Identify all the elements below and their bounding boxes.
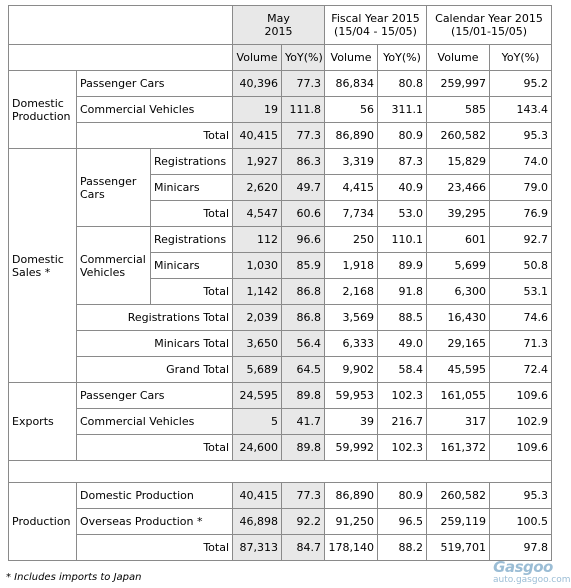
table-row xyxy=(9,357,552,383)
cell-may-volume: 1,030 xyxy=(233,253,282,279)
cell-may-yoy: 85.9 xyxy=(282,253,325,279)
cell-may-volume: 40,415 xyxy=(233,123,282,149)
cell-may-yoy: 60.6 xyxy=(282,201,325,227)
cell-fiscal-volume: 178,140 xyxy=(325,535,378,561)
row-label: Total xyxy=(151,279,233,305)
cell-calendar-yoy: 95.3 xyxy=(490,123,552,149)
section-domestic-production: Domestic Production xyxy=(9,71,77,149)
row-label: Total xyxy=(77,435,233,461)
cell-calendar-volume: 5,699 xyxy=(427,253,490,279)
table-row xyxy=(9,509,552,535)
table-row xyxy=(9,123,552,149)
spacer-cell xyxy=(9,461,552,483)
cell-may-yoy: 86.8 xyxy=(282,279,325,305)
cell-fiscal-volume: 39 xyxy=(325,409,378,435)
cell-may-volume: 112 xyxy=(233,227,282,253)
header-row-periods xyxy=(9,6,552,45)
cell-calendar-volume: 260,582 xyxy=(427,483,490,509)
cell-calendar-yoy: 143.4 xyxy=(490,97,552,123)
cell-fiscal-yoy: 88.2 xyxy=(378,535,427,561)
section-domestic-sales: Domestic Sales * xyxy=(9,149,77,383)
cell-calendar-volume: 161,372 xyxy=(427,435,490,461)
cell-may-yoy: 49.7 xyxy=(282,175,325,201)
section-production: Production xyxy=(9,483,77,561)
cell-may-yoy: 89.8 xyxy=(282,435,325,461)
cell-fiscal-volume: 6,333 xyxy=(325,331,378,357)
cell-calendar-yoy: 95.2 xyxy=(490,71,552,97)
cell-may-volume: 2,039 xyxy=(233,305,282,331)
watermark-logo xyxy=(493,558,571,585)
cell-calendar-yoy: 79.0 xyxy=(490,175,552,201)
cell-fiscal-volume: 59,953 xyxy=(325,383,378,409)
cell-may-yoy: 86.8 xyxy=(282,305,325,331)
row-label: Minicars Total xyxy=(77,331,233,357)
header-corner-lower xyxy=(9,45,233,71)
cell-calendar-yoy: 74.6 xyxy=(490,305,552,331)
row-label: Passenger Cars xyxy=(77,383,233,409)
row-label: Minicars xyxy=(151,175,233,201)
cell-may-volume: 1,142 xyxy=(233,279,282,305)
cell-fiscal-yoy: 87.3 xyxy=(378,149,427,175)
cell-may-yoy: 92.2 xyxy=(282,509,325,535)
cell-fiscal-volume: 4,415 xyxy=(325,175,378,201)
row-label: Grand Total xyxy=(77,357,233,383)
cell-calendar-yoy: 53.1 xyxy=(490,279,552,305)
cell-calendar-yoy: 109.6 xyxy=(490,383,552,409)
cell-fiscal-volume: 1,918 xyxy=(325,253,378,279)
row-label: Registrations xyxy=(151,149,233,175)
table-row xyxy=(9,331,552,357)
cell-may-volume: 19 xyxy=(233,97,282,123)
header-may-2015: May 2015 xyxy=(233,6,325,45)
cell-fiscal-volume: 3,569 xyxy=(325,305,378,331)
cell-calendar-volume: 259,997 xyxy=(427,71,490,97)
cell-may-volume: 1,927 xyxy=(233,149,282,175)
table-row xyxy=(9,435,552,461)
cell-fiscal-volume: 86,834 xyxy=(325,71,378,97)
cell-may-yoy: 86.3 xyxy=(282,149,325,175)
cell-fiscal-yoy: 40.9 xyxy=(378,175,427,201)
group-commercial-vehicles: Commercial Vehicles xyxy=(77,227,151,305)
cell-may-volume: 24,595 xyxy=(233,383,282,409)
cell-may-volume: 46,898 xyxy=(233,509,282,535)
cell-may-yoy: 96.6 xyxy=(282,227,325,253)
table-row xyxy=(9,227,552,253)
header-yoy: YoY(%) xyxy=(490,45,552,71)
cell-calendar-volume: 519,701 xyxy=(427,535,490,561)
cell-calendar-yoy: 74.0 xyxy=(490,149,552,175)
cell-may-volume: 2,620 xyxy=(233,175,282,201)
cell-fiscal-yoy: 88.5 xyxy=(378,305,427,331)
table-row xyxy=(9,149,552,175)
cell-may-yoy: 84.7 xyxy=(282,535,325,561)
cell-calendar-yoy: 50.8 xyxy=(490,253,552,279)
cell-may-yoy: 111.8 xyxy=(282,97,325,123)
cell-fiscal-volume: 86,890 xyxy=(325,483,378,509)
cell-may-volume: 87,313 xyxy=(233,535,282,561)
header-fiscal-year: Fiscal Year 2015 (15/04 - 15/05) xyxy=(325,6,427,45)
table-row xyxy=(9,409,552,435)
cell-may-volume: 5,689 xyxy=(233,357,282,383)
cell-fiscal-volume: 86,890 xyxy=(325,123,378,149)
cell-fiscal-volume: 7,734 xyxy=(325,201,378,227)
cell-calendar-yoy: 100.5 xyxy=(490,509,552,535)
cell-calendar-yoy: 71.3 xyxy=(490,331,552,357)
cell-may-volume: 24,600 xyxy=(233,435,282,461)
cell-calendar-volume: 39,295 xyxy=(427,201,490,227)
table-row xyxy=(9,383,552,409)
row-label: Commercial Vehicles xyxy=(77,97,233,123)
cell-calendar-yoy: 95.3 xyxy=(490,483,552,509)
row-label: Commercial Vehicles xyxy=(77,409,233,435)
row-label: Registrations xyxy=(151,227,233,253)
row-label: Registrations Total xyxy=(77,305,233,331)
cell-calendar-volume: 601 xyxy=(427,227,490,253)
cell-may-yoy: 64.5 xyxy=(282,357,325,383)
watermark-url: auto.gasgoo.com xyxy=(493,575,571,585)
cell-calendar-volume: 29,165 xyxy=(427,331,490,357)
spacer-row xyxy=(9,461,552,483)
cell-fiscal-yoy: 53.0 xyxy=(378,201,427,227)
cell-fiscal-yoy: 96.5 xyxy=(378,509,427,535)
table-row xyxy=(9,305,552,331)
cell-fiscal-yoy: 80.9 xyxy=(378,123,427,149)
cell-fiscal-yoy: 311.1 xyxy=(378,97,427,123)
cell-calendar-volume: 585 xyxy=(427,97,490,123)
table-row xyxy=(9,535,552,561)
cell-calendar-volume: 260,582 xyxy=(427,123,490,149)
header-volume: Volume xyxy=(325,45,378,71)
watermark-brand: Gasgoo xyxy=(493,558,553,576)
cell-calendar-volume: 23,466 xyxy=(427,175,490,201)
section-exports: Exports xyxy=(9,383,77,461)
table-row xyxy=(9,71,552,97)
row-label: Overseas Production * xyxy=(77,509,233,535)
row-label: Passenger Cars xyxy=(77,71,233,97)
cell-calendar-volume: 6,300 xyxy=(427,279,490,305)
header-calendar-year: Calendar Year 2015 (15/01-15/05) xyxy=(427,6,552,45)
cell-calendar-volume: 161,055 xyxy=(427,383,490,409)
footnote: * Includes imports to Japan xyxy=(6,572,142,583)
row-label: Minicars xyxy=(151,253,233,279)
header-yoy: YoY(%) xyxy=(378,45,427,71)
cell-fiscal-yoy: 80.9 xyxy=(378,483,427,509)
row-label: Total xyxy=(77,123,233,149)
cell-fiscal-yoy: 80.8 xyxy=(378,71,427,97)
cell-calendar-yoy: 72.4 xyxy=(490,357,552,383)
row-label: Domestic Production xyxy=(77,483,233,509)
cell-fiscal-volume: 3,319 xyxy=(325,149,378,175)
cell-fiscal-yoy: 58.4 xyxy=(378,357,427,383)
cell-calendar-volume: 15,829 xyxy=(427,149,490,175)
cell-calendar-volume: 259,119 xyxy=(427,509,490,535)
cell-may-yoy: 77.3 xyxy=(282,71,325,97)
cell-fiscal-volume: 9,902 xyxy=(325,357,378,383)
cell-may-yoy: 56.4 xyxy=(282,331,325,357)
cell-fiscal-volume: 56 xyxy=(325,97,378,123)
cell-calendar-volume: 45,595 xyxy=(427,357,490,383)
cell-fiscal-yoy: 110.1 xyxy=(378,227,427,253)
cell-calendar-yoy: 92.7 xyxy=(490,227,552,253)
header-volume: Volume xyxy=(427,45,490,71)
cell-fiscal-volume: 250 xyxy=(325,227,378,253)
cell-fiscal-volume: 59,992 xyxy=(325,435,378,461)
cell-fiscal-yoy: 91.8 xyxy=(378,279,427,305)
header-yoy: YoY(%) xyxy=(282,45,325,71)
cell-fiscal-yoy: 102.3 xyxy=(378,383,427,409)
cell-fiscal-yoy: 89.9 xyxy=(378,253,427,279)
cell-calendar-yoy: 76.9 xyxy=(490,201,552,227)
row-label: Total xyxy=(151,201,233,227)
cell-calendar-volume: 16,430 xyxy=(427,305,490,331)
header-corner xyxy=(9,6,233,45)
row-label: Total xyxy=(77,535,233,561)
cell-may-yoy: 77.3 xyxy=(282,483,325,509)
cell-calendar-yoy: 109.6 xyxy=(490,435,552,461)
cell-may-volume: 4,547 xyxy=(233,201,282,227)
header-volume: Volume xyxy=(233,45,282,71)
cell-fiscal-yoy: 49.0 xyxy=(378,331,427,357)
group-passenger-cars: Passenger Cars xyxy=(77,149,151,227)
cell-calendar-yoy: 102.9 xyxy=(490,409,552,435)
cell-may-volume: 40,396 xyxy=(233,71,282,97)
cell-may-volume: 40,415 xyxy=(233,483,282,509)
cell-may-yoy: 41.7 xyxy=(282,409,325,435)
cell-calendar-yoy: 97.8 xyxy=(490,535,552,561)
cell-may-yoy: 89.8 xyxy=(282,383,325,409)
cell-fiscal-volume: 91,250 xyxy=(325,509,378,535)
cell-fiscal-yoy: 102.3 xyxy=(378,435,427,461)
table-row xyxy=(9,97,552,123)
cell-may-volume: 3,650 xyxy=(233,331,282,357)
sales-table xyxy=(8,5,552,561)
header-row-measures xyxy=(9,45,552,71)
cell-may-volume: 5 xyxy=(233,409,282,435)
cell-fiscal-yoy: 216.7 xyxy=(378,409,427,435)
cell-calendar-volume: 317 xyxy=(427,409,490,435)
table-row xyxy=(9,483,552,509)
cell-fiscal-volume: 2,168 xyxy=(325,279,378,305)
cell-may-yoy: 77.3 xyxy=(282,123,325,149)
